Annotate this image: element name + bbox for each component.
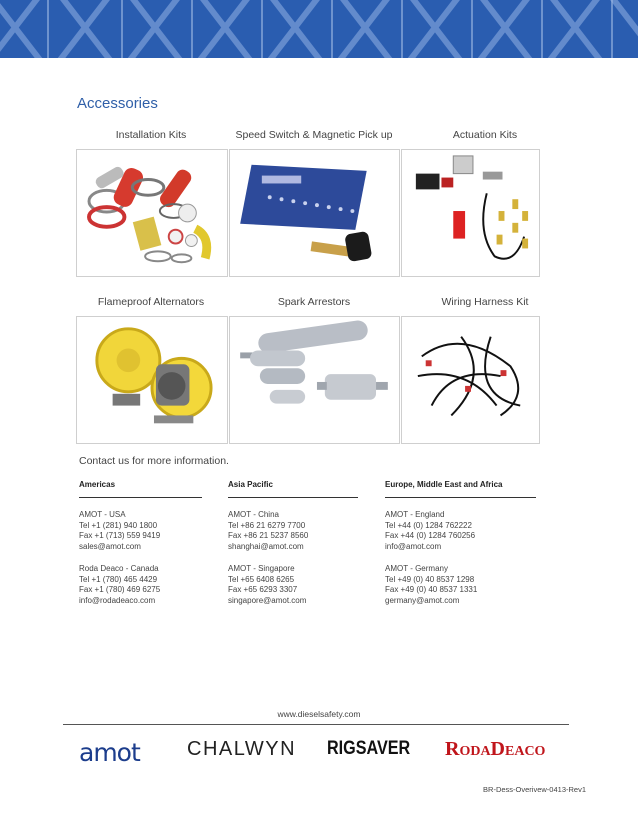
rodadeaco-logo: RodaDeaco — [445, 738, 546, 760]
caption-speed-switch: Speed Switch & Magnetic Pick up — [235, 129, 393, 141]
office-fax: Fax +1 (713) 559 9419 — [79, 531, 161, 540]
caption-installation-kits: Installation Kits — [115, 129, 187, 141]
document-code: BR-Dess-Overivew-0413-Rev1 — [483, 785, 586, 794]
section-title: Accessories — [77, 95, 158, 112]
photo-installation-kits — [76, 149, 228, 277]
office-fax: Fax +1 (780) 469 6275 — [79, 585, 161, 594]
office-tel: Tel +65 6408 6265 — [228, 574, 295, 584]
office-fax: Fax +49 (0) 40 8537 1331 — [385, 585, 478, 594]
region-emea — [385, 480, 536, 606]
region-americas — [79, 480, 202, 606]
office-email[interactable]: shanghai@amot.com — [228, 541, 304, 551]
office-email[interactable]: info@rodadeaco.com — [79, 595, 156, 605]
spark-arrestors-image — [230, 317, 399, 443]
banner-pattern — [0, 0, 638, 58]
office-name: AMOT - England — [385, 510, 445, 519]
caption-flameproof-alternators: Flameproof Alternators — [97, 296, 205, 308]
office-email[interactable]: singapore@amot.com — [228, 595, 307, 605]
office-email[interactable]: info@amot.com — [385, 541, 442, 551]
office-amot-china — [228, 510, 358, 552]
caption-actuation-kits: Actuation Kits — [452, 129, 518, 141]
actuation-kits-image — [402, 150, 539, 276]
office-name: AMOT - China — [228, 510, 279, 519]
office-amot-england — [385, 510, 536, 552]
office-name: AMOT - USA — [79, 510, 126, 519]
office-name: AMOT - Singapore — [228, 564, 295, 573]
office-fax: Fax +44 (0) 1284 760256 — [385, 531, 476, 540]
region-asia-pacific — [228, 480, 358, 606]
office-tel: Tel +1 (780) 465 4429 — [79, 574, 158, 584]
office-tel: Tel +44 (0) 1284 762222 — [385, 520, 472, 530]
photo-actuation-kits — [401, 149, 540, 277]
office-tel: Tel +49 (0) 40 8537 1298 — [385, 574, 475, 584]
region-heading: Americas — [79, 480, 202, 498]
photo-flameproof-alternators — [76, 316, 228, 444]
photo-speed-switch — [229, 149, 400, 277]
office-email[interactable]: germany@amot.com — [385, 595, 460, 605]
speed-switch-image — [230, 150, 399, 276]
photo-wiring-harness-kit — [401, 316, 540, 444]
website-link[interactable]: www.dieselsafety.com — [277, 709, 361, 719]
wiring-harness-kit-image — [402, 317, 539, 443]
caption-wiring-harness-kit: Wiring Harness Kit — [441, 296, 529, 308]
region-heading: Europe, Middle East and Africa — [385, 480, 536, 498]
footer-divider — [63, 724, 569, 725]
installation-kits-image — [77, 150, 227, 276]
office-email[interactable]: sales@amot.com — [79, 541, 141, 551]
office-fax: Fax +86 21 5237 8560 — [228, 531, 309, 540]
contact-intro: Contact us for more information. — [79, 455, 229, 467]
office-amot-usa — [79, 510, 202, 552]
office-tel: Tel +86 21 6279 7700 — [228, 520, 306, 530]
office-fax: Fax +65 6293 3307 — [228, 585, 298, 594]
photo-spark-arrestors — [229, 316, 400, 444]
rigsaver-logo: RIGSAVER — [327, 738, 411, 759]
chalwyn-logo: CHALWYN — [187, 738, 297, 760]
flameproof-alternators-image — [77, 317, 227, 443]
amot-logo: amot — [79, 738, 140, 767]
office-name: AMOT - Germany — [385, 564, 448, 573]
office-amot-singapore — [228, 564, 358, 606]
office-amot-germany — [385, 564, 536, 606]
office-tel: Tel +1 (281) 940 1800 — [79, 520, 158, 530]
office-name: Roda Deaco - Canada — [79, 564, 159, 573]
header-banner — [0, 0, 638, 58]
office-roda-deaco-canada — [79, 564, 202, 606]
region-heading: Asia Pacific — [228, 480, 358, 498]
caption-spark-arrestors: Spark Arrestors — [277, 296, 351, 308]
